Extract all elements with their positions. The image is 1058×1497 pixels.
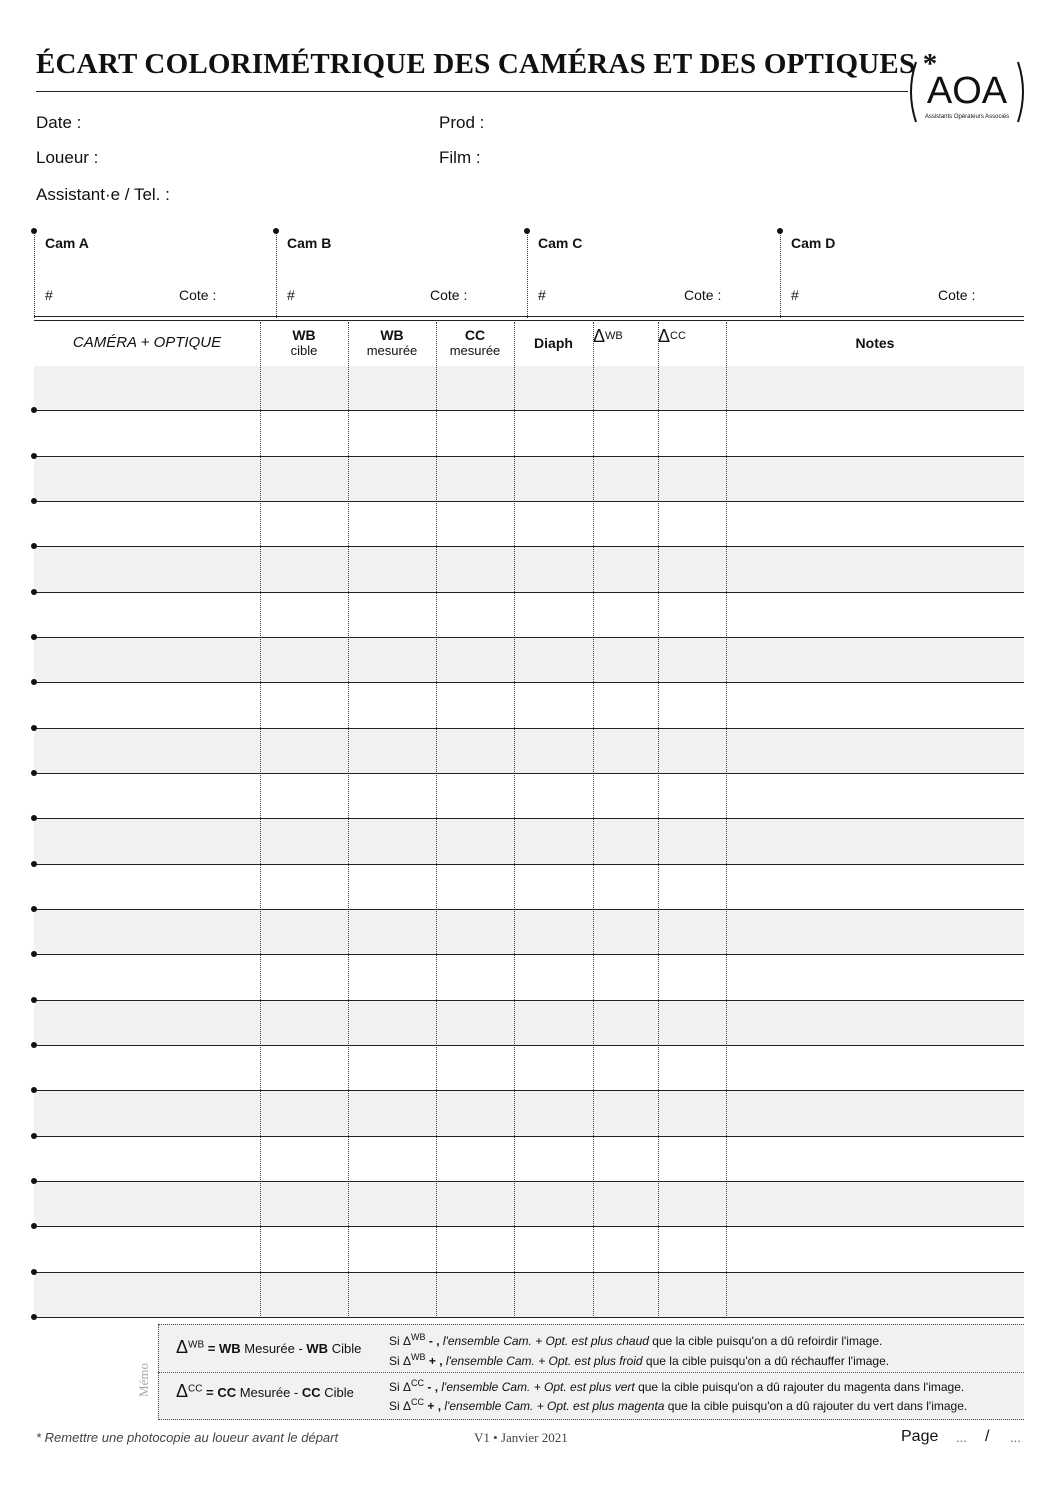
page-title: ÉCART COLORIMÉTRIQUE DES CAMÉRAS ET DES OPTIQUES * bbox=[36, 48, 938, 80]
row-rule bbox=[34, 909, 1024, 910]
camera-name: Cam D bbox=[791, 235, 836, 251]
col-camera-optique: CAMÉRA + OPTIQUE bbox=[72, 334, 222, 351]
memo-cc-minus-note: Si $\Delta^{CC}$ - , l'ensemble Cam. + Opt. est plus vert que la cible puisqu'on a dû rajouter du magenta dans l'image. bbox=[389, 1378, 965, 1394]
row-rule bbox=[34, 1226, 1024, 1227]
row-rule bbox=[34, 864, 1024, 865]
camera-block-rule bbox=[34, 316, 1024, 317]
table-row[interactable] bbox=[34, 638, 1024, 683]
col-divider bbox=[726, 322, 727, 1318]
col-divider bbox=[260, 322, 261, 1318]
table-row[interactable] bbox=[34, 1273, 1024, 1318]
table-row[interactable] bbox=[34, 955, 1024, 1000]
camera-name: Cam B bbox=[287, 235, 332, 251]
table-row[interactable] bbox=[34, 457, 1024, 502]
camera-hash: # bbox=[287, 287, 295, 303]
aoa-logo bbox=[906, 58, 1028, 126]
row-rule bbox=[34, 456, 1024, 457]
table-row[interactable] bbox=[34, 729, 1024, 774]
table-row[interactable] bbox=[34, 411, 1024, 456]
table-row[interactable] bbox=[34, 547, 1024, 592]
table-row[interactable] bbox=[34, 1091, 1024, 1136]
camera-blocks bbox=[34, 230, 1024, 318]
table-row[interactable] bbox=[34, 910, 1024, 955]
table-row[interactable] bbox=[34, 865, 1024, 910]
page-total[interactable]: ... bbox=[1010, 1430, 1021, 1445]
table-row[interactable] bbox=[34, 774, 1024, 819]
table-row[interactable] bbox=[34, 819, 1024, 864]
col-divider bbox=[658, 322, 659, 1318]
title-rule bbox=[36, 91, 908, 92]
col-delta-wb: Δ WB bbox=[593, 326, 623, 346]
footer-note: * Remettre une photocopie au loueur avant le départ bbox=[36, 1430, 339, 1445]
camera-block-a bbox=[34, 230, 275, 318]
row-rule bbox=[34, 637, 1024, 638]
page-label: Page bbox=[901, 1428, 939, 1445]
row-rule bbox=[34, 1317, 1024, 1318]
row-rule bbox=[34, 592, 1024, 593]
row-rule bbox=[34, 546, 1024, 547]
row-rule bbox=[34, 1090, 1024, 1091]
camera-cote: Cote : bbox=[179, 287, 217, 303]
camera-cote: Cote : bbox=[684, 287, 722, 303]
page-current[interactable]: ... bbox=[956, 1430, 967, 1445]
col-divider bbox=[593, 322, 594, 1318]
memo-wb-minus-note: Si $\Delta^{WB}$ - , l'ensemble Cam. + Opt. est plus chaud que la cible puisqu'on a dû refoirdir l'image. bbox=[389, 1332, 883, 1348]
memo-cc-plus-note: Si $\Delta^{CC}$ + , l'ensemble Cam. + Opt. est plus magenta que la cible puisqu'on a dû rajouter du vert dans l'image. bbox=[389, 1397, 968, 1413]
col-diaph: Diaph bbox=[534, 335, 573, 351]
camera-hash: # bbox=[791, 287, 799, 303]
camera-cote: Cote : bbox=[430, 287, 468, 303]
row-rule bbox=[34, 1045, 1024, 1046]
row-rule bbox=[34, 1181, 1024, 1182]
col-cc-mesuree: CC mesurée bbox=[449, 327, 501, 358]
camera-block-d bbox=[780, 230, 1025, 318]
row-rule bbox=[34, 818, 1024, 819]
table-row[interactable] bbox=[34, 1227, 1024, 1272]
memo-label: Mémo bbox=[136, 1363, 151, 1397]
prod-label: Prod : bbox=[439, 113, 485, 132]
row-rule bbox=[34, 1272, 1024, 1273]
table-row[interactable] bbox=[34, 366, 1024, 411]
table-row[interactable] bbox=[34, 593, 1024, 638]
camera-block-c bbox=[527, 230, 780, 318]
camera-cote: Cote : bbox=[938, 287, 976, 303]
camera-hash: # bbox=[538, 287, 546, 303]
table-row[interactable] bbox=[34, 1137, 1024, 1182]
row-rule bbox=[34, 1000, 1024, 1001]
table-grid bbox=[34, 366, 1024, 1318]
table-row[interactable] bbox=[34, 502, 1024, 547]
col-divider bbox=[436, 322, 437, 1318]
col-wb-cible: WB cible bbox=[290, 327, 318, 358]
table-row[interactable] bbox=[34, 683, 1024, 728]
camera-block-b bbox=[276, 230, 527, 318]
table-header bbox=[34, 322, 1024, 364]
assistant-label: Assistant·e / Tel. : bbox=[36, 185, 170, 204]
page-separator: / bbox=[985, 1428, 990, 1445]
loueur-label: Loueur : bbox=[36, 148, 99, 167]
col-wb-mesuree: WB mesurée bbox=[366, 327, 418, 358]
memo-wb-formula: $\Delta^{WB}$ = WB Mesurée - WB Cible bbox=[176, 1337, 362, 1357]
memo-wb-plus-note: Si $\Delta^{WB}$ + , l'ensemble Cam. + Opt. est plus froid que la cible puisqu'on a dû réchauffer l'image. bbox=[389, 1352, 890, 1368]
film-label: Film : bbox=[439, 148, 481, 167]
col-delta-cc: Δ CC bbox=[658, 326, 686, 346]
row-rule bbox=[34, 682, 1024, 683]
memo-cc-formula: $\Delta^{CC}$ = CC Mesurée - CC Cible bbox=[176, 1381, 354, 1401]
camera-name: Cam A bbox=[45, 235, 89, 251]
camera-hash: # bbox=[45, 287, 53, 303]
col-divider bbox=[348, 322, 349, 1318]
logo-letters: AOA bbox=[926, 70, 1008, 112]
row-rule bbox=[34, 728, 1024, 729]
table-row[interactable] bbox=[34, 1182, 1024, 1227]
row-rule bbox=[34, 501, 1024, 502]
row-rule bbox=[34, 1136, 1024, 1137]
footer-version: V1 • Janvier 2021 bbox=[474, 1430, 568, 1445]
row-rule bbox=[34, 954, 1024, 955]
camera-block-rule bbox=[34, 320, 1024, 321]
row-rule bbox=[34, 773, 1024, 774]
memo-divider bbox=[158, 1372, 1024, 1373]
table-row[interactable] bbox=[34, 1046, 1024, 1091]
memo-left-border bbox=[158, 1324, 159, 1418]
row-rule bbox=[34, 410, 1024, 411]
table-row[interactable] bbox=[34, 1001, 1024, 1046]
date-label: Date : bbox=[36, 113, 82, 132]
camera-name: Cam C bbox=[538, 235, 583, 251]
logo-caption: Assistants Opérateurs Associés bbox=[924, 114, 1010, 120]
col-divider bbox=[514, 322, 515, 1318]
col-notes: Notes bbox=[855, 335, 895, 351]
